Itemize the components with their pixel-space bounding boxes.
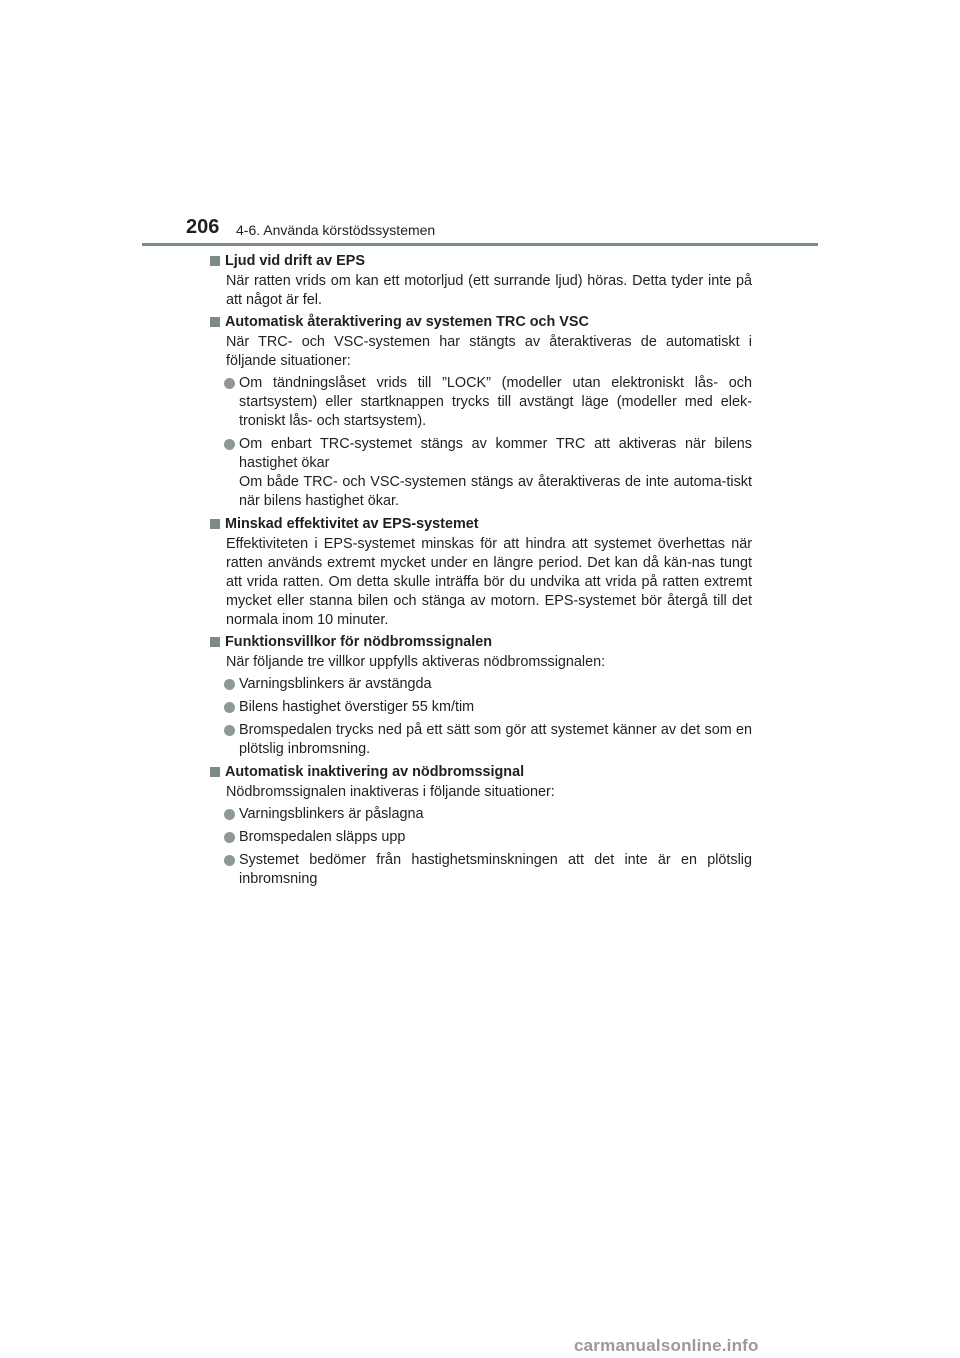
circle-bullet-icon: [224, 725, 235, 736]
page-content: [210, 252, 752, 893]
list-item-text: Bromspedalen trycks ned på ett sätt som gör att systemet känner av det som en plötslig inbromsning.: [239, 722, 752, 757]
heading-text: Funktionsvillkor för nödbromssignalen: [225, 634, 493, 650]
section-emergency-brake-deactivation: [210, 763, 752, 889]
section-heading: [210, 633, 752, 652]
heading-text: Minskad effektivitet av EPS-systemet: [225, 516, 479, 532]
list-item: [210, 851, 752, 889]
list-item-text: Bromspedalen släpps upp: [239, 829, 406, 845]
square-bullet-icon: [210, 637, 220, 647]
list-item: [210, 675, 752, 694]
header-rule: [142, 243, 818, 246]
section-paragraph: Effektiviteten i EPS-systemet minskas för att hindra att systemet överhettas när ratten används extremt mycket under en längre period. Det kan då kän-nas tungt att vrida ratten. Om detta skulle inträffa bör du undvika att vrida på ratten extremt mycket eller stanna bilen och stänga av motorn. EPS-systemet bör återgå till det normala inom 10 minuter.: [226, 536, 752, 628]
heading-text: Ljud vid drift av EPS: [225, 253, 365, 269]
list-item-text: Om tändningslåset vrids till ”LOCK” (modeller utan elektroniskt lås- och startsystem) eller startknappen trycks till avstängt läge (modeller med elek-troniskt lås- och startsystem).: [239, 375, 752, 429]
heading-text: Automatisk återaktivering av systemen TRC och VSC: [225, 314, 589, 330]
circle-bullet-icon: [224, 378, 235, 389]
list-item-text: Varningsblinkers är påslagna: [239, 806, 424, 822]
page-header: [186, 214, 826, 244]
square-bullet-icon: [210, 256, 220, 266]
circle-bullet-icon: [224, 809, 235, 820]
section-trc-vsc-reactivation: [210, 313, 752, 511]
section-heading: [210, 252, 752, 271]
watermark: carmanualsonline.info: [574, 1336, 759, 1355]
list-item-text: Bilens hastighet överstiger 55 km/tim: [239, 699, 475, 715]
square-bullet-icon: [210, 519, 220, 529]
section-heading: [210, 763, 752, 782]
list-item-text: Om enbart TRC-systemet stängs av kommer TRC att aktiveras när bilens hastighet ökar: [239, 436, 752, 471]
circle-bullet-icon: [224, 702, 235, 713]
section-emergency-brake-conditions: [210, 633, 752, 759]
section-title: 4-6. Använda körstödssystemen: [236, 222, 436, 238]
list-item: [210, 721, 752, 759]
list-item: [210, 435, 752, 511]
square-bullet-icon: [210, 767, 220, 777]
section-paragraph: När följande tre villkor uppfylls aktiveras nödbromssignalen:: [226, 654, 606, 670]
list-item: [210, 698, 752, 717]
circle-bullet-icon: [224, 439, 235, 450]
circle-bullet-icon: [224, 679, 235, 690]
section-eps-sound: [210, 252, 752, 310]
list-item-text: Systemet bedömer från hastighetsminskningen att det inte är en plötslig inbromsning: [239, 852, 752, 887]
square-bullet-icon: [210, 317, 220, 327]
section-paragraph: Nödbromssignalen inaktiveras i följande situationer:: [226, 784, 555, 800]
list-item: [210, 805, 752, 824]
list-item-text: Varningsblinkers är avstängda: [239, 676, 432, 692]
section-heading: [210, 515, 752, 534]
list-item-text: Om både TRC- och VSC-systemen stängs av återaktiveras de inte automa-tiskt när bilens hastighet ökar.: [239, 474, 752, 509]
list-item: [210, 828, 752, 847]
heading-text: Automatisk inaktivering av nödbromssignal: [225, 764, 525, 780]
page-number: 206: [186, 216, 220, 238]
circle-bullet-icon: [224, 855, 235, 866]
section-paragraph: När TRC- och VSC-systemen har stängts av återaktiveras de automatiskt i följande situationer:: [226, 334, 752, 369]
section-paragraph: När ratten vrids om kan ett motorljud (ett surrande ljud) höras. Detta tyder inte på att något är fel.: [226, 273, 752, 308]
circle-bullet-icon: [224, 832, 235, 843]
list-item: [210, 374, 752, 431]
section-heading: [210, 313, 752, 332]
section-eps-efficiency: [210, 515, 752, 630]
